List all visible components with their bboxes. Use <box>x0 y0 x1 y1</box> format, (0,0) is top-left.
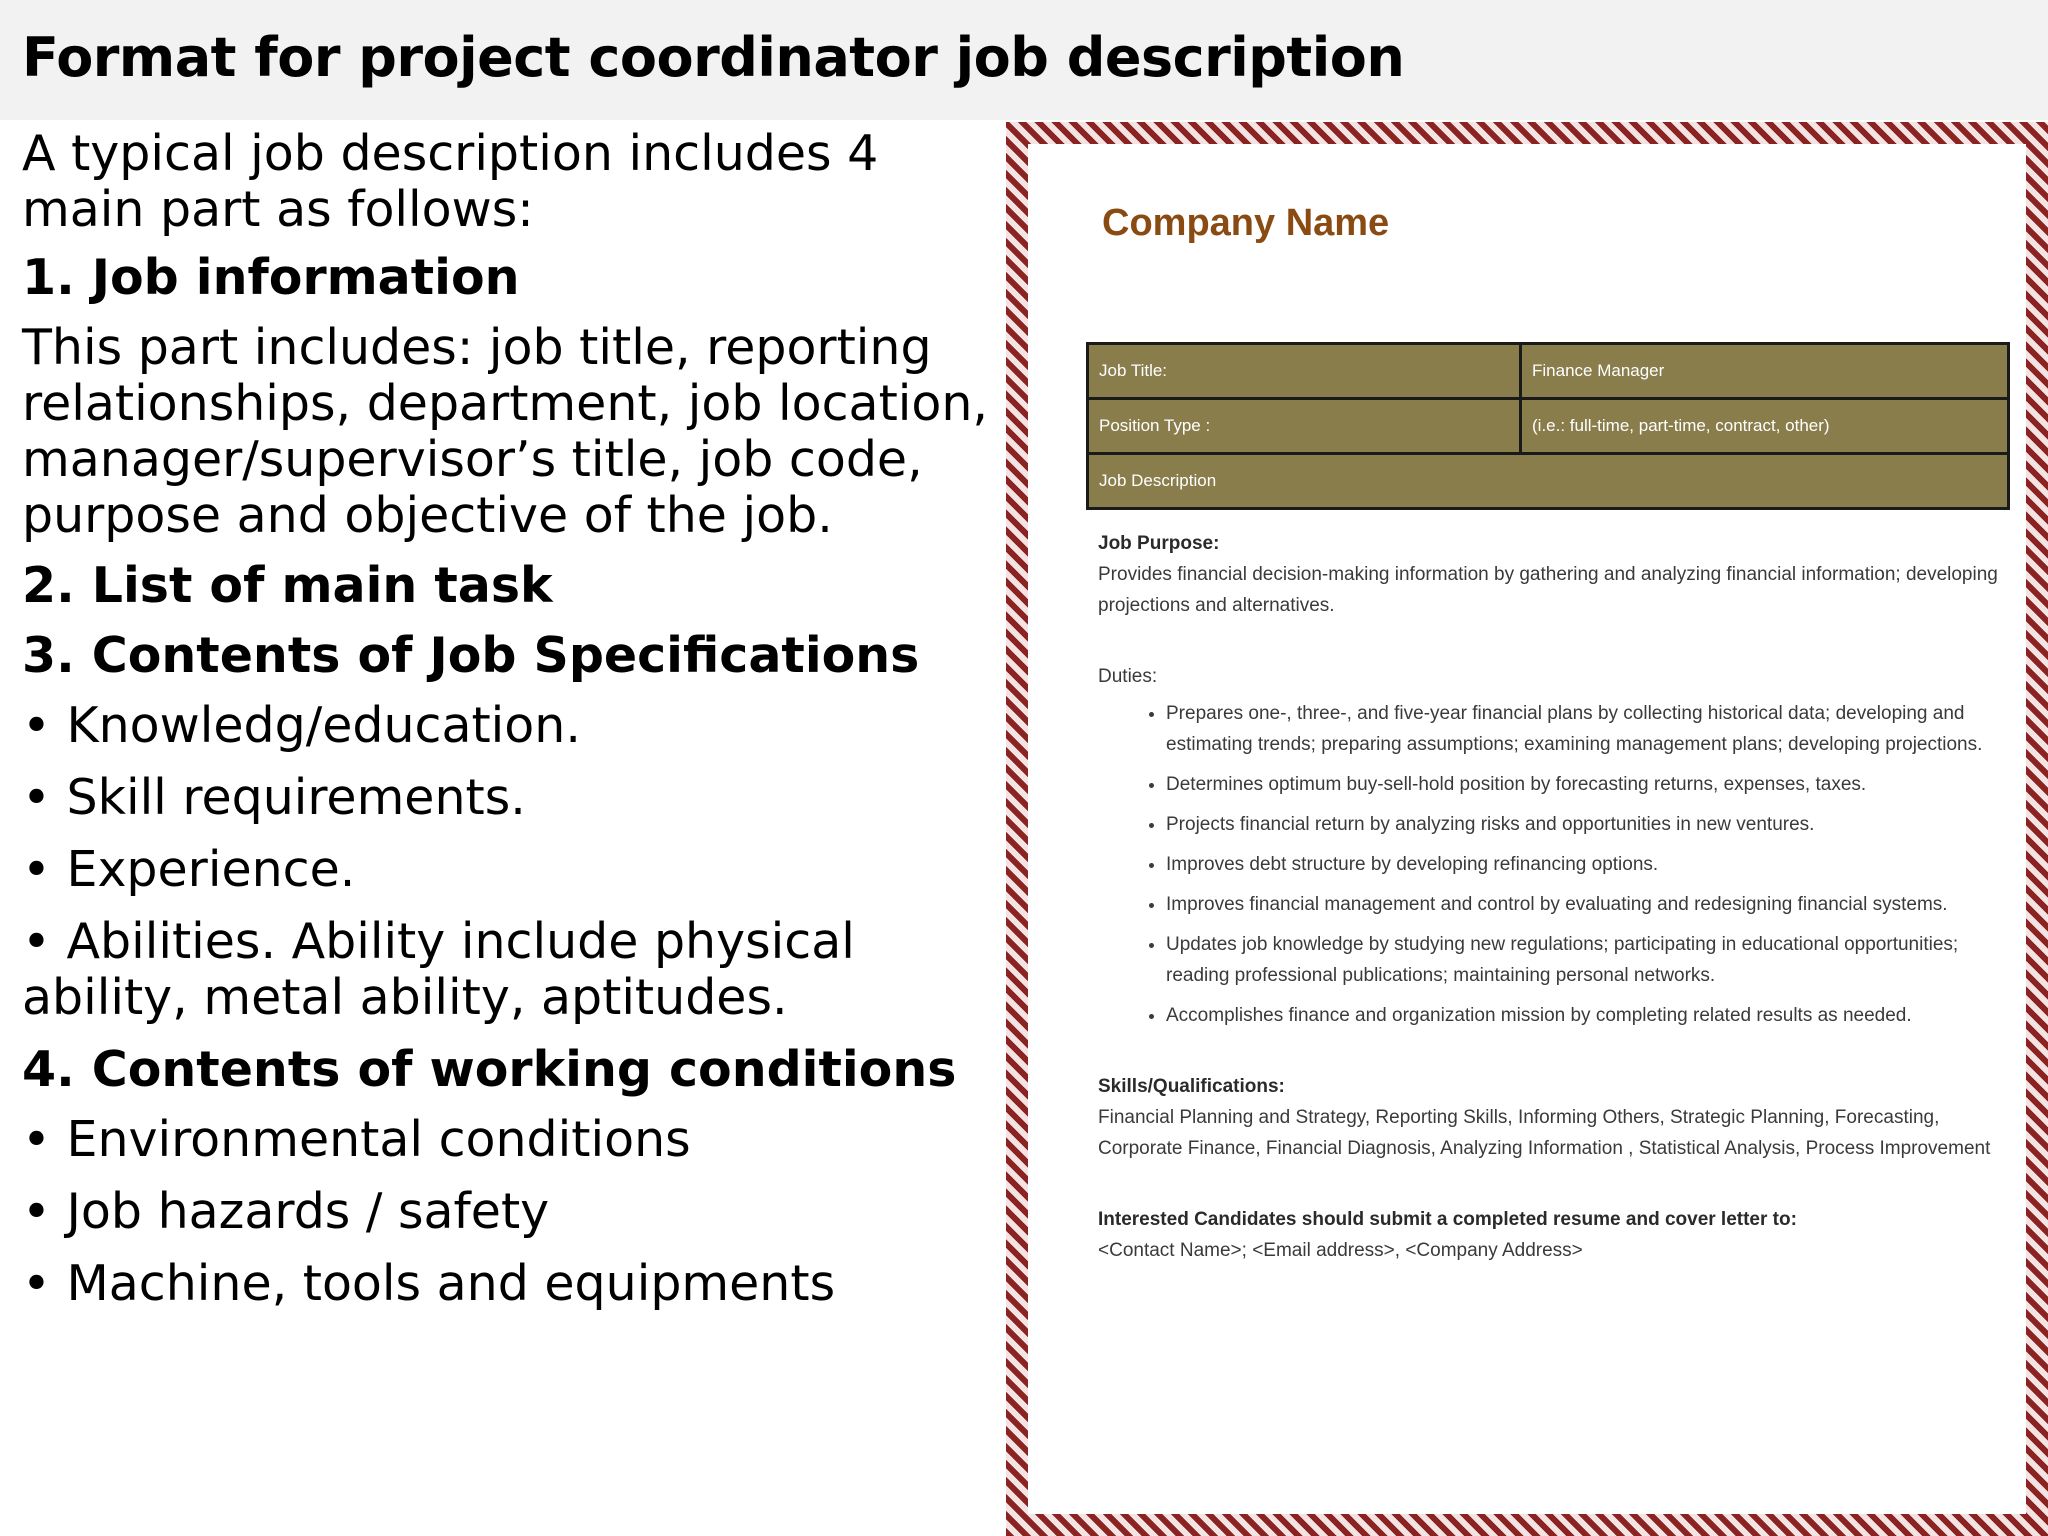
position-type-value: (i.e.: full-time, part-time, contract, other) <box>1521 399 2009 454</box>
section-heading-working-conditions: 4. Contents of working conditions <box>22 1041 957 1098</box>
content-text <box>22 126 997 1328</box>
job-purpose-label: Job Purpose: <box>1098 533 1220 554</box>
job-description-document <box>1006 122 2048 1536</box>
section-heading-job-specifications: 3. Contents of Job Specifications <box>22 627 920 684</box>
job-title-label: Job Title: <box>1088 344 1521 399</box>
list-item: • Prepares one-, three-, and five-year financial plans by collecting historical data; developing and estimating trends; preparing assumptions; examining management plans; developing projections. <box>1166 698 1998 760</box>
document-body <box>1098 528 1998 1266</box>
duties-list <box>1098 698 1998 1031</box>
list-item: • Environmental conditions <box>22 1111 691 1168</box>
job-description-label: Job Description <box>1088 454 2009 509</box>
list-item: • Skill requirements. <box>22 769 526 826</box>
job-information-text: This part includes: job title, reporting relationships, department, job location, manager/supervisor’s title, job code, purpose and objective of the job. <box>22 319 989 544</box>
skills-label: Skills/Qualifications: <box>1098 1076 1285 1097</box>
company-name: Company Name <box>1102 202 1390 244</box>
list-item: • Accomplishes finance and organization mission by completing related results as needed. <box>1166 1000 1998 1031</box>
list-item: • Job hazards / safety <box>22 1183 550 1240</box>
table-row <box>1088 344 2009 399</box>
section-heading-main-task: 2. List of main task <box>22 557 553 614</box>
list-item: • Knowledg/education. <box>22 697 581 754</box>
section-heading-job-information: 1. Job information <box>22 249 520 306</box>
list-item: • Machine, tools and equipments <box>22 1255 836 1312</box>
intro-text: A typical job description includes 4 main part as follows: <box>22 125 879 238</box>
list-item: • Improves financial management and control by evaluating and redesigning financial systems. <box>1166 889 1998 920</box>
job-info-table <box>1086 342 2010 510</box>
table-row <box>1088 454 2009 509</box>
list-item: • Determines optimum buy-sell-hold position by forecasting returns, expenses, taxes. <box>1166 769 1998 800</box>
list-item: • Improves debt structure by developing refinancing options. <box>1166 849 1998 880</box>
job-title-value: Finance Manager <box>1521 344 2009 399</box>
list-item: • Experience. <box>22 841 356 898</box>
list-item: • Abilities. Ability include physical ability, metal ability, aptitudes. <box>22 913 855 1026</box>
contact-text: <Contact Name>; <Email address>, <Company Address> <box>1098 1240 1583 1261</box>
title-bar <box>0 0 2048 120</box>
job-purpose-text: Provides financial decision-making information by gathering and analyzing financial information; developing projections and alternatives. <box>1098 564 1998 616</box>
apply-instructions: Interested Candidates should submit a completed resume and cover letter to: <box>1098 1209 1797 1230</box>
list-item: • Updates job knowledge by studying new regulations; participating in educational opportunities; reading professional publications; maintaining personal networks. <box>1166 929 1998 991</box>
duties-label: Duties: <box>1098 666 1158 687</box>
table-row <box>1088 399 2009 454</box>
position-type-label: Position Type : <box>1088 399 1521 454</box>
page-title: Format for project coordinator job description <box>22 26 1405 89</box>
skills-text: Financial Planning and Strategy, Reporting Skills, Informing Others, Strategic Planning, Forecasting, Corporate Finance, Financial Diagnosis, Analyzing Information , Statistical Analysis, Process Improvement <box>1098 1107 1991 1159</box>
list-item: • Projects financial return by analyzing risks and opportunities in new ventures. <box>1166 809 1998 840</box>
